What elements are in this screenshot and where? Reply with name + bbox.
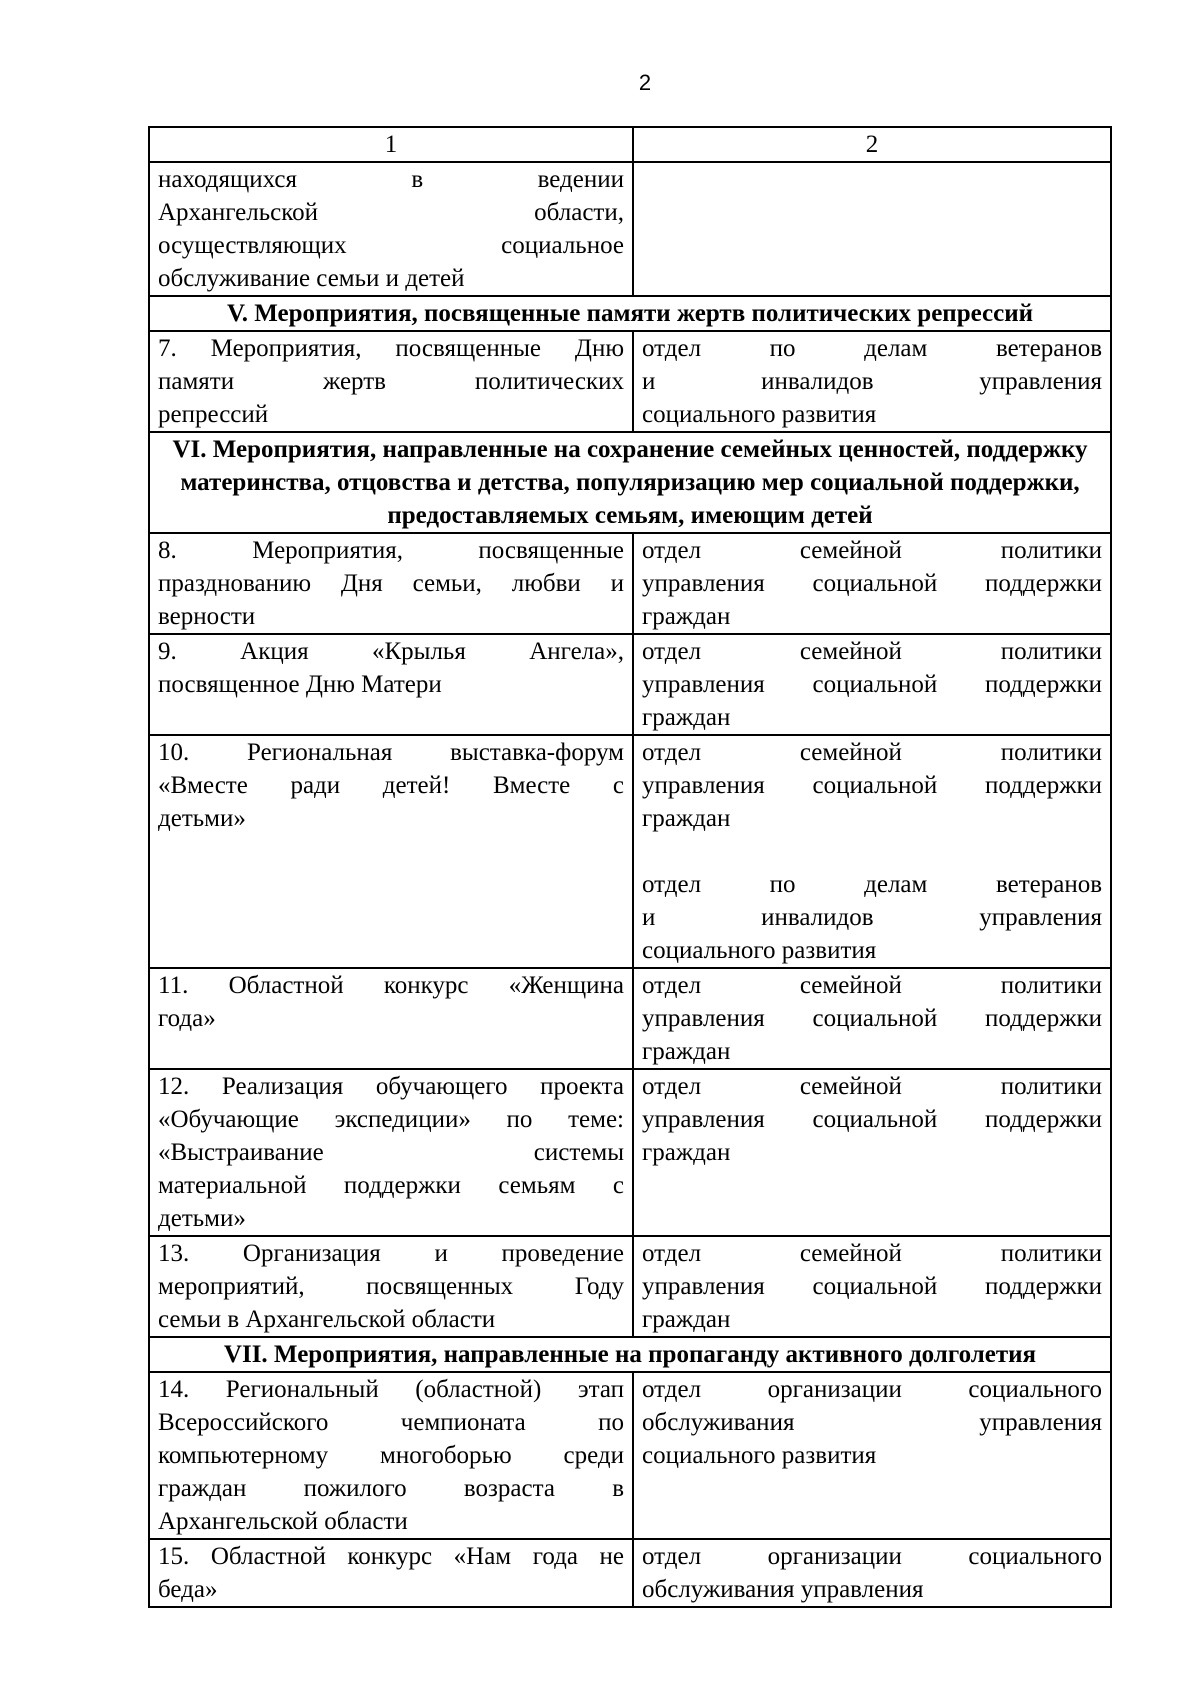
page-number: 2	[638, 70, 652, 95]
cell-text-line: репрессий	[158, 401, 269, 428]
cell-text-line: Архангельской области	[158, 1508, 408, 1535]
cell-text-line: Всероссийского чемпионата по	[158, 1409, 624, 1436]
cell-text-line: граждан	[642, 1306, 731, 1333]
column-number-2: 2	[633, 127, 1111, 162]
cell-text-line: празднованию Дня семьи, любви и	[158, 570, 624, 597]
events-table	[148, 126, 1112, 1608]
section-heading: VII. Мероприятия, направленные на пропаганду активного долголетия	[149, 1337, 1111, 1372]
cell-text-line: отдел организации социального	[642, 1543, 1102, 1570]
cell-text-line: «Выстраивание системы	[158, 1139, 624, 1166]
responsible-department-cell	[633, 634, 1111, 735]
event-name-cell	[149, 162, 633, 296]
cell-text-line: отдел по делам ветеранов	[642, 871, 1102, 898]
cell-text-line: управления социальной поддержки	[642, 772, 1102, 799]
cell-text-line: года»	[158, 1005, 216, 1032]
cell-text-line: и инвалидов управления	[642, 368, 1102, 395]
event-name-cell	[149, 968, 633, 1069]
cell-text-line: управления социальной поддержки	[642, 671, 1102, 698]
cell-text-line: граждан пожилого возраста в	[158, 1475, 624, 1502]
cell-text-line: «Обучающие экспедиции» по теме:	[158, 1106, 624, 1133]
column-number-row	[149, 127, 1111, 162]
table-row	[149, 968, 1111, 1069]
cell-text-line: памяти жертв политических	[158, 368, 624, 395]
cell-text-line: семьи в Архангельской области	[158, 1306, 496, 1333]
cell-text-line: посвященное Дню Матери	[158, 671, 442, 698]
events-table-body	[149, 127, 1111, 1607]
cell-text-line: граждан	[642, 1038, 731, 1065]
cell-text-line: 9. Акция «Крылья Ангела»,	[158, 638, 624, 665]
event-name-cell	[149, 1069, 633, 1236]
cell-text-line: социального развития	[642, 1442, 877, 1469]
responsible-department-cell	[633, 331, 1111, 432]
table-row	[149, 1539, 1111, 1607]
responsible-department-cell	[633, 1539, 1111, 1607]
cell-text-line: детьми»	[158, 1205, 246, 1232]
cell-text-line: отдел семейной политики	[642, 638, 1102, 665]
cell-text-line: материальной поддержки семьям с	[158, 1172, 624, 1199]
cell-text-line: отдел семейной политики	[642, 972, 1102, 999]
cell-text-line: управления социальной поддержки	[642, 1106, 1102, 1133]
table-row	[149, 634, 1111, 735]
event-name-cell	[149, 533, 633, 634]
section-heading: VI. Мероприятия, направленные на сохранение семейных ценностей, поддержку материнства, отцовства и детства, популяризацию мер социальной поддержки, предоставляемых семьям, имеющим детей	[149, 432, 1111, 533]
responsible-department-cell	[633, 1236, 1111, 1337]
event-name-cell	[149, 331, 633, 432]
event-name-cell	[149, 1539, 633, 1607]
table-row	[149, 1069, 1111, 1236]
table-row	[149, 331, 1111, 432]
cell-text-line: 12. Реализация обучающего проекта	[158, 1073, 624, 1100]
section-heading-row	[149, 296, 1111, 331]
cell-text-line: 11. Областной конкурс «Женщина	[158, 972, 624, 999]
cell-text-line: отдел семейной политики	[642, 739, 1102, 766]
cell-text-line: «Вместе ради детей! Вместе с	[158, 772, 624, 799]
section-heading: V. Мероприятия, посвященные памяти жертв политических репрессий	[149, 296, 1111, 331]
cell-text-line: 7. Мероприятия, посвященные Дню	[158, 335, 624, 362]
cell-text-line: обслуживание семьи и детей	[158, 265, 465, 292]
cell-text-line: осуществляющих социальное	[158, 232, 624, 259]
cell-text-line: социального развития	[642, 401, 877, 428]
cell-text-line: обслуживания управления	[642, 1576, 924, 1603]
section-heading-row	[149, 1337, 1111, 1372]
event-name-cell	[149, 1236, 633, 1337]
cell-text-line: управления социальной поддержки	[642, 1005, 1102, 1032]
cell-text-line: 15. Областной конкурс «Нам года не	[158, 1543, 624, 1570]
event-name-cell	[149, 1372, 633, 1539]
cell-text-line: детьми»	[158, 805, 246, 832]
table-row	[149, 1236, 1111, 1337]
responsible-department-cell	[633, 735, 1111, 968]
event-name-cell	[149, 634, 633, 735]
table-row	[149, 735, 1111, 968]
cell-text-line: обслуживания управления	[642, 1409, 1102, 1436]
section-heading-row	[149, 432, 1111, 533]
event-name-cell	[149, 735, 633, 968]
cell-text-line: 10. Региональная выставка-форум	[158, 739, 624, 766]
responsible-department-cell	[633, 1069, 1111, 1236]
table-row	[149, 533, 1111, 634]
cell-text-line: Архангельской области,	[158, 199, 624, 226]
cell-text-line: верности	[158, 603, 256, 630]
cell-text-line: граждан	[642, 704, 731, 731]
cell-text-line: 13. Организация и проведение	[158, 1240, 624, 1267]
cell-text-line: компьютерному многоборью среди	[158, 1442, 624, 1469]
cell-text-line: отдел организации социального	[642, 1376, 1102, 1403]
cell-text-line: управления социальной поддержки	[642, 570, 1102, 597]
column-number-1: 1	[149, 127, 633, 162]
cell-text-line: управления социальной поддержки	[642, 1273, 1102, 1300]
cell-text-line: и инвалидов управления	[642, 904, 1102, 931]
cell-text-line: 14. Региональный (областной) этап	[158, 1376, 624, 1403]
cell-text-line: граждан	[642, 805, 731, 832]
cell-text-line: беда»	[158, 1576, 218, 1603]
cell-text-line: отдел семейной политики	[642, 537, 1102, 564]
responsible-department-cell	[633, 968, 1111, 1069]
responsible-department-cell	[633, 533, 1111, 634]
cell-text-line: граждан	[642, 1139, 731, 1166]
cell-text-line: отдел семейной политики	[642, 1073, 1102, 1100]
responsible-department-cell	[633, 162, 1111, 296]
cell-text-line: 8. Мероприятия, посвященные	[158, 537, 624, 564]
cell-text-line: граждан	[642, 603, 731, 630]
table-row	[149, 1372, 1111, 1539]
cell-text-line: социального развития	[642, 937, 877, 964]
cell-spacer	[642, 835, 1102, 868]
responsible-department-cell	[633, 1372, 1111, 1539]
cell-text-line: находящихся в ведении	[158, 166, 624, 193]
cell-text-line: отдел семейной политики	[642, 1240, 1102, 1267]
table-row	[149, 162, 1111, 296]
cell-text-line: отдел по делам ветеранов	[642, 335, 1102, 362]
cell-text-line: мероприятий, посвященных Году	[158, 1273, 624, 1300]
